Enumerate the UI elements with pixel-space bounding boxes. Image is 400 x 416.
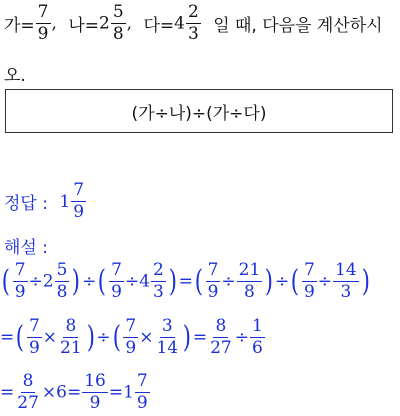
solution-row-3 <box>0 373 151 412</box>
denominator: 27 <box>17 393 39 413</box>
operator: ÷ <box>275 271 290 292</box>
comma: , <box>126 13 133 34</box>
fraction <box>82 373 108 412</box>
label-ga: 가= <box>4 16 35 36</box>
fraction-ga <box>36 4 51 43</box>
parenthesis: ) <box>265 263 274 299</box>
operator: ÷ <box>234 327 249 348</box>
denominator: 9 <box>207 282 219 302</box>
whole-number: 4 <box>174 13 185 34</box>
denominator: 8 <box>112 24 124 44</box>
numerator: 2 <box>187 2 199 22</box>
denominator: 14 <box>156 338 179 358</box>
parenthesis: ) <box>86 319 95 355</box>
fraction <box>208 318 234 357</box>
fraction <box>135 373 150 412</box>
denominator: 3 <box>153 282 164 302</box>
numerator: 16 <box>84 371 106 391</box>
problem-tail-text: 일 때, 다음을 계산하시 <box>213 16 383 36</box>
fraction-da <box>186 4 201 43</box>
numerator: 7 <box>73 180 85 200</box>
numerator: 8 <box>215 316 227 336</box>
answer-label: 정답 : <box>4 194 48 214</box>
fraction <box>55 262 70 301</box>
fraction <box>302 262 317 301</box>
parenthesis: ( <box>112 319 121 355</box>
label-da: 다= <box>143 16 175 36</box>
denominator: 9 <box>14 282 26 302</box>
solution-row-1 <box>0 262 371 301</box>
operator: ÷ <box>28 271 43 292</box>
parenthesis: ) <box>361 263 370 299</box>
whole-number: 1 <box>59 191 71 212</box>
operator: ÷ <box>96 327 111 348</box>
numerator: 1 <box>251 316 263 336</box>
denominator: 3 <box>187 24 199 44</box>
equals-sign: = <box>192 327 208 348</box>
whole-number: 4 <box>139 271 151 292</box>
operator: ÷ <box>221 271 236 292</box>
expression-text: (가÷나)÷(가÷다) <box>131 103 267 124</box>
equals-sign: = <box>108 382 124 403</box>
denominator: 9 <box>111 282 122 302</box>
equals-sign: = <box>178 271 193 292</box>
whole-number: 2 <box>98 13 110 34</box>
denominator: 27 <box>210 338 232 358</box>
fraction <box>206 262 221 301</box>
parenthesis: ) <box>72 263 81 299</box>
whole-number: 1 <box>123 382 134 403</box>
numerator: 3 <box>161 316 173 336</box>
equals-sign: = <box>0 382 15 403</box>
denominator: 9 <box>89 393 101 413</box>
parenthesis: ( <box>291 263 300 299</box>
fraction <box>250 318 265 357</box>
numerator: 7 <box>28 316 40 336</box>
denominator: 9 <box>28 338 40 358</box>
fraction <box>154 318 180 357</box>
fraction <box>109 262 124 301</box>
operator: ÷ <box>317 271 333 292</box>
operator: ÷ <box>124 271 140 292</box>
denominator: 9 <box>136 393 148 413</box>
fraction <box>123 318 138 357</box>
denominator: 8 <box>244 282 255 302</box>
fraction <box>151 262 166 301</box>
fraction <box>27 318 42 357</box>
numerator: 2 <box>153 260 164 280</box>
denominator: 6 <box>251 338 263 358</box>
numerator: 7 <box>136 371 148 391</box>
operator: × <box>42 327 58 348</box>
problem-line-2: 오. <box>4 66 26 86</box>
expression-box <box>5 89 393 133</box>
solution-label: 해설 : <box>4 238 48 258</box>
answer-fraction <box>71 182 86 221</box>
numerator: 7 <box>125 316 137 336</box>
numerator: 8 <box>22 371 34 391</box>
denominator: 21 <box>60 338 82 358</box>
answer-line <box>4 182 87 221</box>
parenthesis: ( <box>1 263 10 299</box>
denominator: 3 <box>340 282 352 302</box>
fraction <box>15 373 41 412</box>
numerator: 8 <box>65 316 77 336</box>
denominator: 8 <box>56 282 68 302</box>
parenthesis: ) <box>168 263 177 299</box>
numerator: 7 <box>14 260 26 280</box>
numerator: 7 <box>37 2 49 22</box>
problem-line-1 <box>4 4 383 43</box>
denominator: 9 <box>37 24 49 44</box>
parenthesis: ) <box>182 319 192 355</box>
fraction <box>237 262 263 301</box>
comma: , <box>51 13 57 34</box>
whole-number: 2 <box>42 271 54 292</box>
parenthesis: ( <box>16 319 25 355</box>
denominator: 9 <box>125 338 137 358</box>
solution-row-2 <box>0 318 266 357</box>
label-na: 나= <box>68 16 99 36</box>
numerator: 14 <box>335 260 357 280</box>
operator: ÷ <box>82 271 97 292</box>
fraction <box>58 318 84 357</box>
numerator: 7 <box>111 260 122 280</box>
denominator: 9 <box>73 202 85 222</box>
fraction <box>13 262 28 301</box>
numerator: 5 <box>56 260 68 280</box>
denominator: 9 <box>303 282 315 302</box>
numerator: 21 <box>238 260 261 280</box>
numerator: 7 <box>303 260 315 280</box>
parenthesis: ( <box>98 263 107 299</box>
operator: ×6= <box>41 382 82 403</box>
operator: × <box>139 327 154 348</box>
equals-sign: = <box>0 327 15 348</box>
numerator: 5 <box>112 2 124 22</box>
fraction-na <box>111 4 126 43</box>
fraction <box>333 262 359 301</box>
parenthesis: ( <box>194 263 203 299</box>
numerator: 7 <box>207 260 219 280</box>
